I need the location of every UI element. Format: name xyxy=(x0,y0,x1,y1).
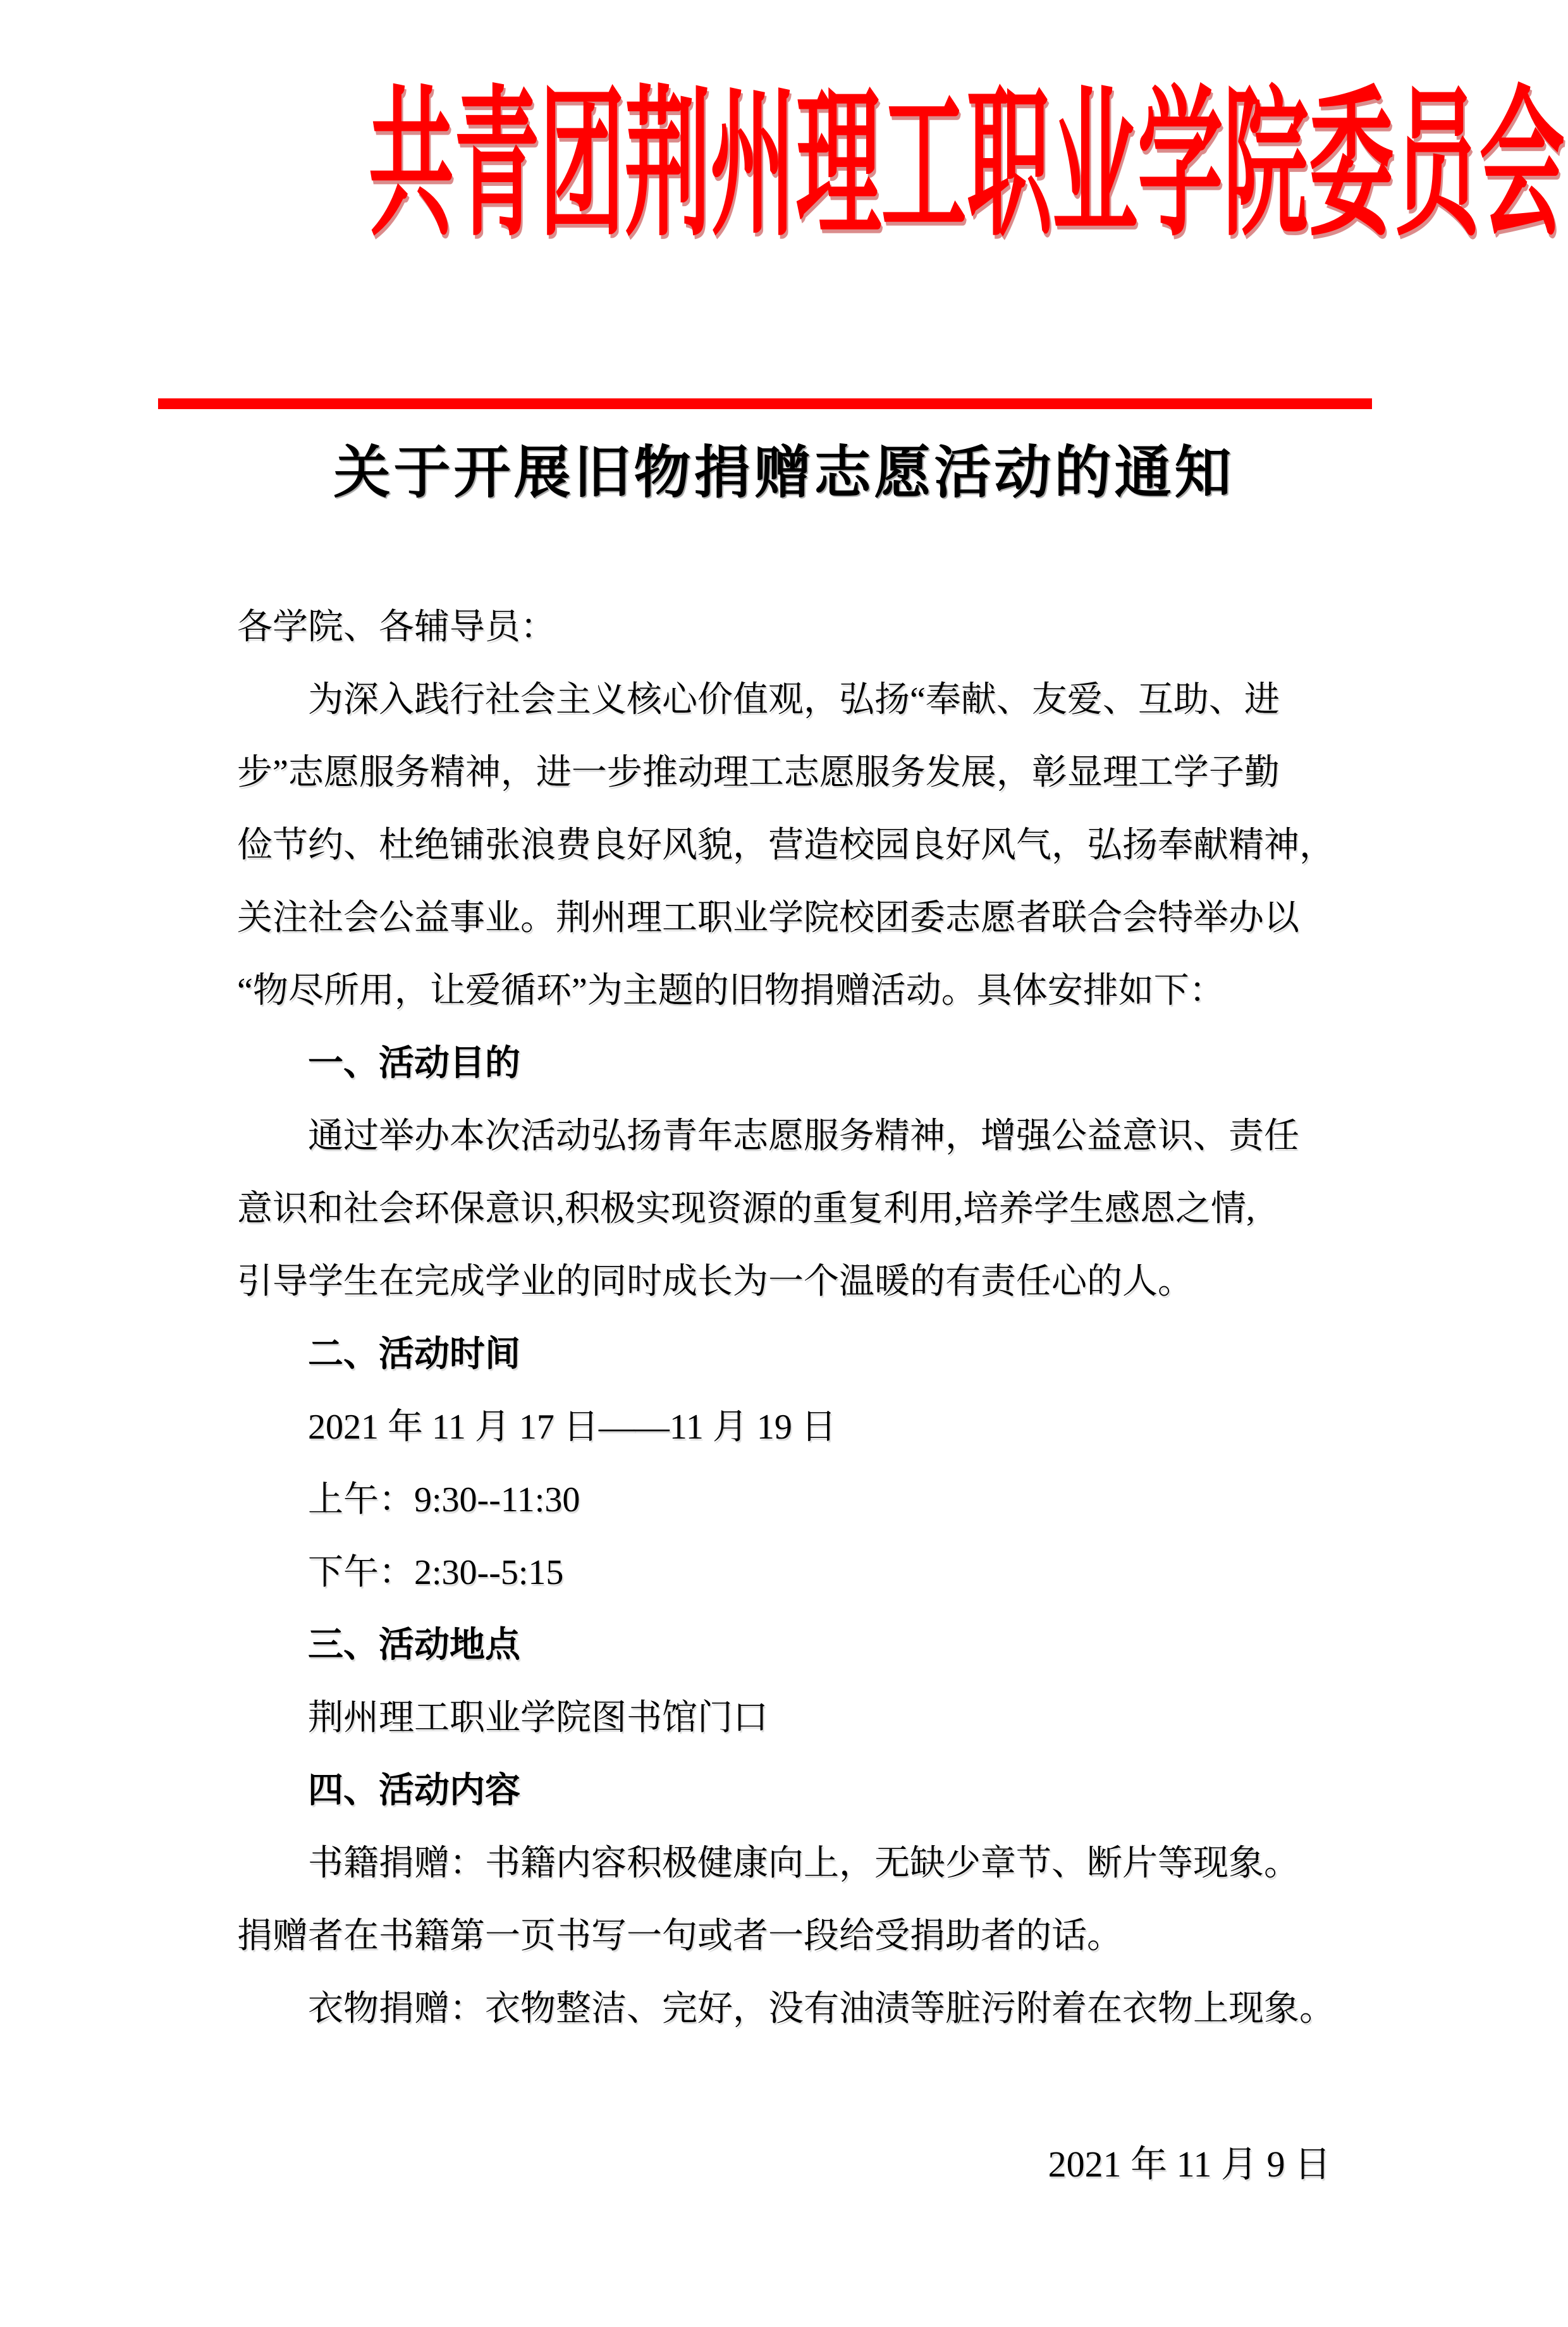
issue-date: 2021 年 11 月 9 日 xyxy=(1048,2144,1331,2185)
body-line: 下午：2:30--5:15 xyxy=(308,1553,564,1592)
body-line: 关注社会公益事业。荆州理工职业学院校团委志愿者联合会特举办以 xyxy=(237,899,1299,938)
body-line: 衣物捐赠：衣物整洁、完好，没有油渍等脏污附着在衣物上现象。 xyxy=(308,1989,1335,2029)
notice-title: 关于开展旧物捐赠志愿活动的通知 xyxy=(333,441,1235,505)
organization-header-title: 共青团荆州理工职业学院委员会 xyxy=(368,77,1565,255)
section-heading: 三、活动地点 xyxy=(308,1626,520,1665)
body-line: 通过举办本次活动弘扬青年志愿服务精神，增强公益意识、责任 xyxy=(308,1117,1299,1156)
body-line: 为深入践行社会主义核心价值观，弘扬“奉献、友爱、互助、进 xyxy=(308,680,1280,720)
section-heading: 二、活动时间 xyxy=(308,1335,520,1374)
body-line: 各学院、各辅导员： xyxy=(237,608,556,647)
body-line: 2021 年 11 月 17 日——11 月 19 日 xyxy=(308,1408,836,1447)
body-line: 书籍捐赠：书籍内容积极健康向上，无缺少章节、断片等现象。 xyxy=(308,1844,1299,1883)
section-heading: 四、活动内容 xyxy=(308,1771,520,1810)
notice-body xyxy=(237,591,1350,2046)
body-line: 上午：9:30--11:30 xyxy=(308,1480,580,1520)
red-divider-rule xyxy=(158,398,1372,409)
body-line: 捐赠者在书籍第一页书写一句或者一段给受捐助者的话。 xyxy=(237,1917,1122,1956)
body-line: 步”志愿服务精神，进一步推动理工志愿服务发展，彰显理工学子勤 xyxy=(237,753,1280,792)
body-line: “物尽所用，让爱循环”为主题的旧物捐赠活动。具体安排如下： xyxy=(237,971,1225,1010)
section-heading: 一、活动目的 xyxy=(308,1044,520,1083)
body-line: 意识和社会环保意识,积极实现资源的重复利用,培养学生感恩之情, xyxy=(237,1189,1255,1229)
body-line: 荆州理工职业学院图书馆门口 xyxy=(308,1698,768,1738)
body-line: 引导学生在完成学业的同时成长为一个温暖的有责任心的人。 xyxy=(237,1262,1193,1301)
body-line: 俭节约、杜绝铺张浪费良好风貌，营造校园良好风气，弘扬奉献精神， xyxy=(237,826,1335,865)
